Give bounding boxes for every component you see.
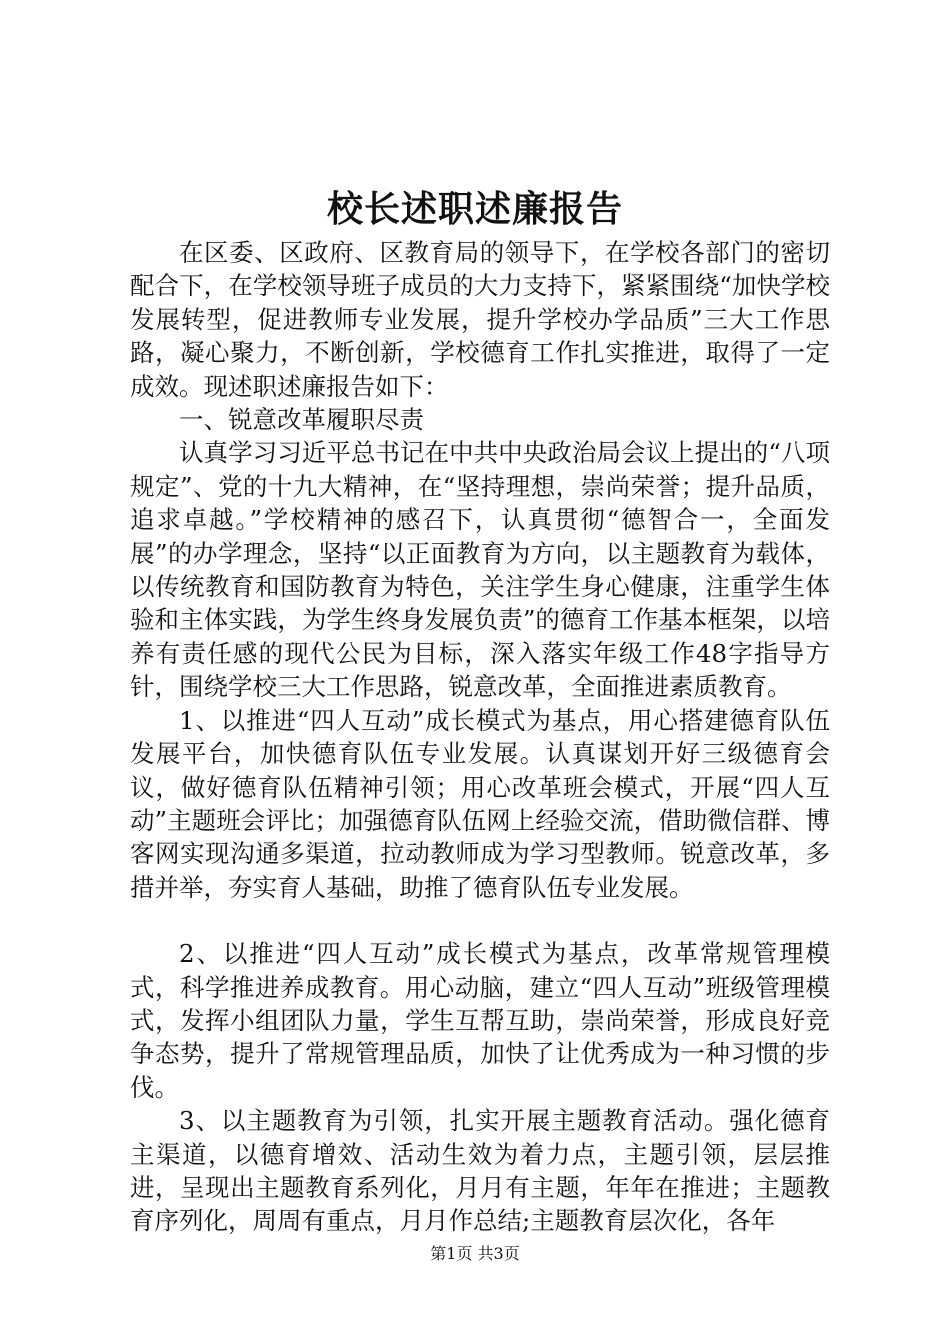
body-paragraph: 2、以推进“四人互动”成长模式为基点，改革常规管理模式，科学推进养成教育。用心动脑，建立“四人互动”班级管理模式，发挥小组团队力量，学生互帮互助，崇尚荣誉，形成良好竞争态势，提升了常规管理品质，加快了让优秀成为一种习惯的步伐。 xyxy=(130,939,830,1102)
body-paragraph: 认真学习习近平总书记在中共中央政治局会议上提出的“八项规定”、党的十九大精神，在“坚持理想，崇尚荣誉；提升品质，追求卓越。”学校精神的感召下，认真贯彻“德智合一，全面发展”的办学理念，坚持“以正面教育为方向，以主题教育为载体，以传统教育和国防教育为特色，关注学生身心健康，注重学生体验和主体实践，为学生终身发展负责”的德育工作基本框架，以培养有责任感的现代公民为目标，深入落实年级工作48字指导方针，围绕学校三大工作思路，锐意改革，全面推进素质教育。 xyxy=(130,438,830,702)
page-footer: 第1页 共3页 xyxy=(430,1244,520,1263)
document-title: 校长述职述廉报告 xyxy=(326,188,623,230)
document-body xyxy=(130,236,830,1238)
intro-paragraph: 在区委、区政府、区教育局的领导下，在学校各部门的密切配合下，在学校领导班子成员的大力支持下，紧紧围绕“加快学校发展转型，促进教师专业发展，提升学校办学品质”三大工作思路，凝心聚力，不断创新，学校德育工作扎实推进，取得了一定成效。现述职述廉报告如下： xyxy=(130,238,830,401)
body-paragraph: 1、以推进“四人互动”成长模式为基点，用心搭建德育队伍发展平台，加快德育队伍专业发展。认真谋划开好三级德育会议，做好德育队伍精神引领；用心改革班会模式，开展“四人互动”主题班会评比；加强德育队伍网上经验交流，借助微信群、博客网实现沟通多渠道，拉动教师成为学习型教师。锐意改革，多措并举，夯实育人基础，助推了德育队伍专业发展。 xyxy=(130,705,830,902)
body-paragraph: 3、以主题教育为引领，扎实开展主题教育活动。强化德育主渠道，以德育增效、活动生效为着力点，主题引领，层层推进，呈现出主题教育系列化，月月有主题，年年在推进；主题教育序列化，周周有重点，月月作总结;主题教育层次化，各年 xyxy=(130,1106,830,1236)
section-heading: 一、锐意改革履职尽责 xyxy=(179,405,424,435)
